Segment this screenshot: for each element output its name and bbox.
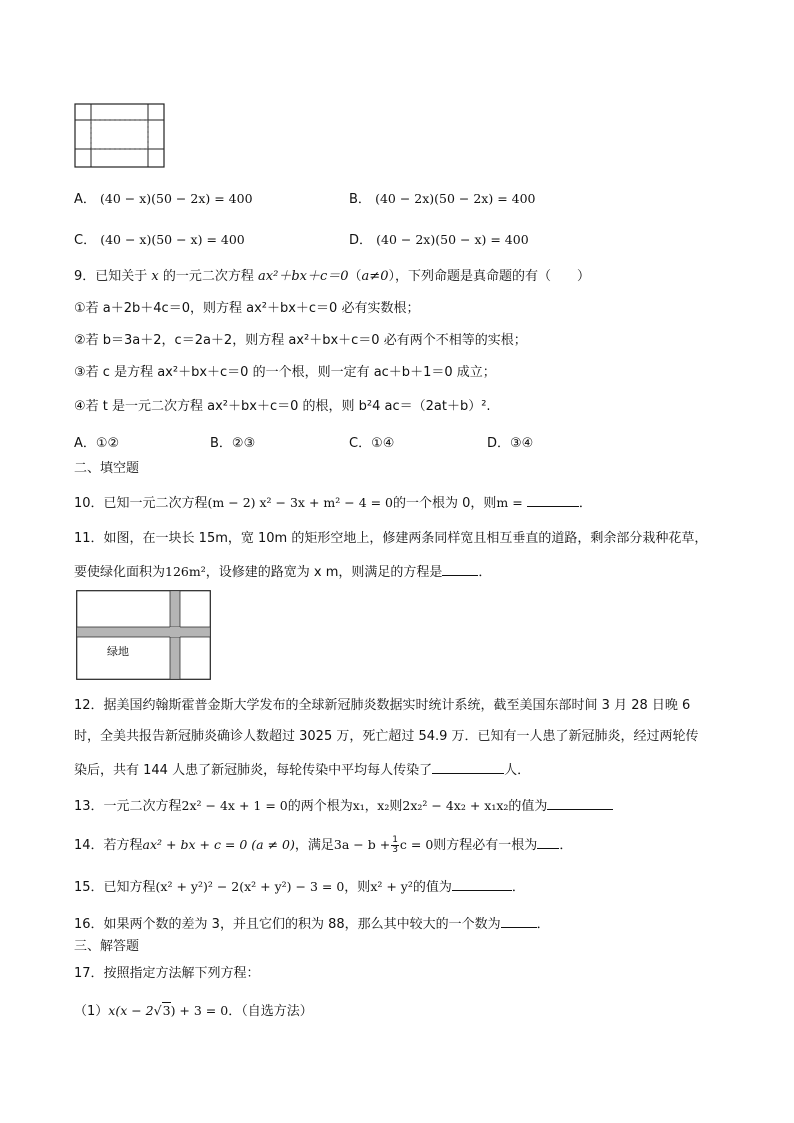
q14: [74, 834, 572, 855]
q12-text: 染后，共有 144 人患了新冠肺炎，每轮传染中平均每人传染了: [74, 763, 433, 778]
part1-note: ．（自选方法）: [228, 1004, 313, 1019]
q15-answer-blank[interactable]: [452, 876, 512, 891]
q9-statement-1: ①若 a＋2b＋4c＝0，则方程 ax²＋bx＋c＝0 必有实数根；: [74, 301, 420, 316]
q9-statement-2: ②若 b＝3a＋2，c＝2a＋2，则方程 ax²＋bx＋c＝0 必有两个不相等的实根；: [74, 333, 527, 348]
q8-option-a: [74, 190, 253, 209]
q12-text: 人．: [504, 763, 531, 778]
q9-option-a: A．①②: [74, 436, 120, 451]
stem-text: 已知关于: [95, 269, 152, 284]
q15-equation: (x² + y²)² − 2(x² + y²) − 3 = 0: [155, 879, 345, 894]
q11-text: ，设修建的路宽为 x m，则满足的方程是: [205, 565, 443, 580]
option-letter: A．: [74, 192, 96, 207]
option-expression: (40 − x)(50 − x) = 400: [100, 232, 245, 247]
q14-equation: ax² + bx + c = 0 (a ≠ 0): [142, 837, 295, 852]
q9-stem: [74, 268, 590, 286]
part1-expression: ) + 3 = 0: [170, 1003, 229, 1018]
q8-option-c: [74, 231, 245, 250]
q11-figure: [76, 590, 211, 680]
q9-option-d: D．③④: [487, 436, 534, 451]
green-area-label: 绿地: [107, 645, 129, 658]
q12-line-2: 时，全美共报告新冠肺炎确诊人数超过 3025 万，死亡超过 54.9 万．已知有一人患了新冠肺炎，经过两轮传: [74, 729, 699, 744]
part-label: （1）: [74, 1004, 109, 1019]
q11-area: 126m²: [165, 564, 206, 579]
option-letter: C．: [74, 233, 97, 248]
q10-equation: (m − 2) x² − 3x + m² − 4 = 0: [207, 495, 394, 510]
q17-part-1: [74, 1002, 313, 1021]
stem-variable: x: [151, 269, 159, 284]
q13: [74, 795, 613, 816]
q13-text: 的值为: [508, 799, 548, 814]
stem-condition: a≠0: [361, 269, 389, 284]
q14-fraction: [391, 836, 399, 855]
q15-text: ．: [511, 880, 525, 895]
q15: [74, 876, 525, 897]
option-expression: (40 − x)(50 − 2x) = 400: [100, 191, 253, 206]
q12-line-3: [74, 759, 530, 780]
option-expression: (40 − 2x)(50 − x) = 400: [376, 232, 529, 247]
q9-option-b: B．②③: [210, 436, 256, 451]
section-heading-fill-blank: 二、填空题: [74, 461, 140, 476]
q8-figure: [74, 103, 166, 169]
q9-statement-4: ④若 t 是一元二次方程 ax²＋bx＋c＝0 的根，则 b²4 ac＝（2at＋b）².: [74, 399, 491, 414]
q10: [74, 492, 592, 513]
q10-answer-blank[interactable]: [527, 492, 579, 507]
q10-text: 10．已知一元二次方程: [74, 496, 208, 511]
q16: [74, 913, 550, 934]
q15-text: ，则: [344, 880, 371, 895]
fraction-denominator: 3: [392, 845, 398, 855]
section-heading-solve: 三、解答题: [74, 939, 140, 954]
stem-equation: ax²＋bx＋c＝0: [258, 269, 349, 284]
q9-statement-3: ③若 c 是方程 ax²＋bx＋c＝0 的一个根，则一定有 ac＋b＋1＝0 成立；: [74, 365, 496, 380]
part1-expression: x(x − 2: [108, 1003, 154, 1018]
q13-roots: x₁，x₂: [352, 798, 390, 813]
stem-text: （: [348, 269, 362, 284]
q15-expression: x² + y²: [370, 879, 413, 894]
q15-text: 15．已知方程: [74, 880, 156, 895]
q11-text: 要使绿化面积为: [74, 565, 166, 580]
q10-variable: m =: [496, 495, 523, 510]
sqrt-radicand: 3: [162, 1003, 171, 1018]
q12-line-1: 12．据美国约翰斯霍普金斯大学发布的全球新冠肺炎数据实时统计系统，截至美国东部时间 3 月 28 日晚 6: [74, 698, 691, 713]
fraction-numerator: 1: [392, 835, 398, 845]
road-crossing: [170, 627, 180, 637]
q17-stem: 17．按照指定方法解下列方程：: [74, 966, 260, 981]
q13-expression: 2x₂² − 4x₂ + x₁x₂: [402, 798, 509, 813]
sqrt-sign: √: [153, 1003, 162, 1018]
option-letter: D．: [349, 233, 373, 248]
q14-text: ，满足: [294, 838, 334, 853]
stem-text: ），下列命题是真命题的有（ ）: [388, 269, 590, 284]
q9-option-c: C．①④: [349, 436, 395, 451]
dashed-box: [91, 120, 148, 149]
q11-answer-blank[interactable]: [442, 561, 478, 576]
q11-text: ．: [478, 565, 492, 580]
q15-text: 的值为: [412, 880, 452, 895]
q11-line-1: 11．如图，在一块长 15m，宽 10m 的矩形空地上，修建两条同样宽且相互垂直的道路，剩余部分栽种花草，: [74, 531, 708, 546]
q8-option-d: [349, 231, 529, 250]
q14-condition: c = 0: [399, 837, 434, 852]
q14-text: 14．若方程: [74, 838, 143, 853]
q11-line-2: [74, 561, 491, 582]
q16-text: 16．如果两个数的差为 3，并且它们的积为 88，那么其中较大的一个数为: [74, 917, 501, 932]
q10-text: 的一个根为 0，则: [393, 496, 497, 511]
q14-text: 则方程必有一根为: [433, 838, 538, 853]
q10-text: ．: [578, 496, 592, 511]
option-letter: B．: [349, 192, 371, 207]
q13-answer-blank[interactable]: [547, 795, 613, 810]
q14-text: ．: [559, 838, 573, 853]
q13-text: 则: [389, 799, 403, 814]
horizontal-road: [77, 627, 211, 637]
question-number: 9．: [74, 269, 96, 284]
q14-answer-blank[interactable]: [537, 834, 559, 849]
q16-text: ．: [536, 917, 550, 932]
q8-option-b: [349, 190, 536, 209]
stem-text: 的一元二次方程: [158, 269, 259, 284]
option-expression: (40 − 2x)(50 − 2x) = 400: [375, 191, 536, 206]
q13-text: 13．一元二次方程: [74, 799, 182, 814]
road-diagram: [76, 590, 211, 680]
outer-rectangle: [75, 104, 164, 167]
q12-answer-blank[interactable]: [432, 759, 504, 774]
q16-answer-blank[interactable]: [501, 913, 537, 928]
q14-condition: 3a − b +: [333, 837, 391, 852]
q13-text: 的两个根为: [287, 799, 353, 814]
q13-equation: 2x² − 4x + 1 = 0: [181, 798, 288, 813]
